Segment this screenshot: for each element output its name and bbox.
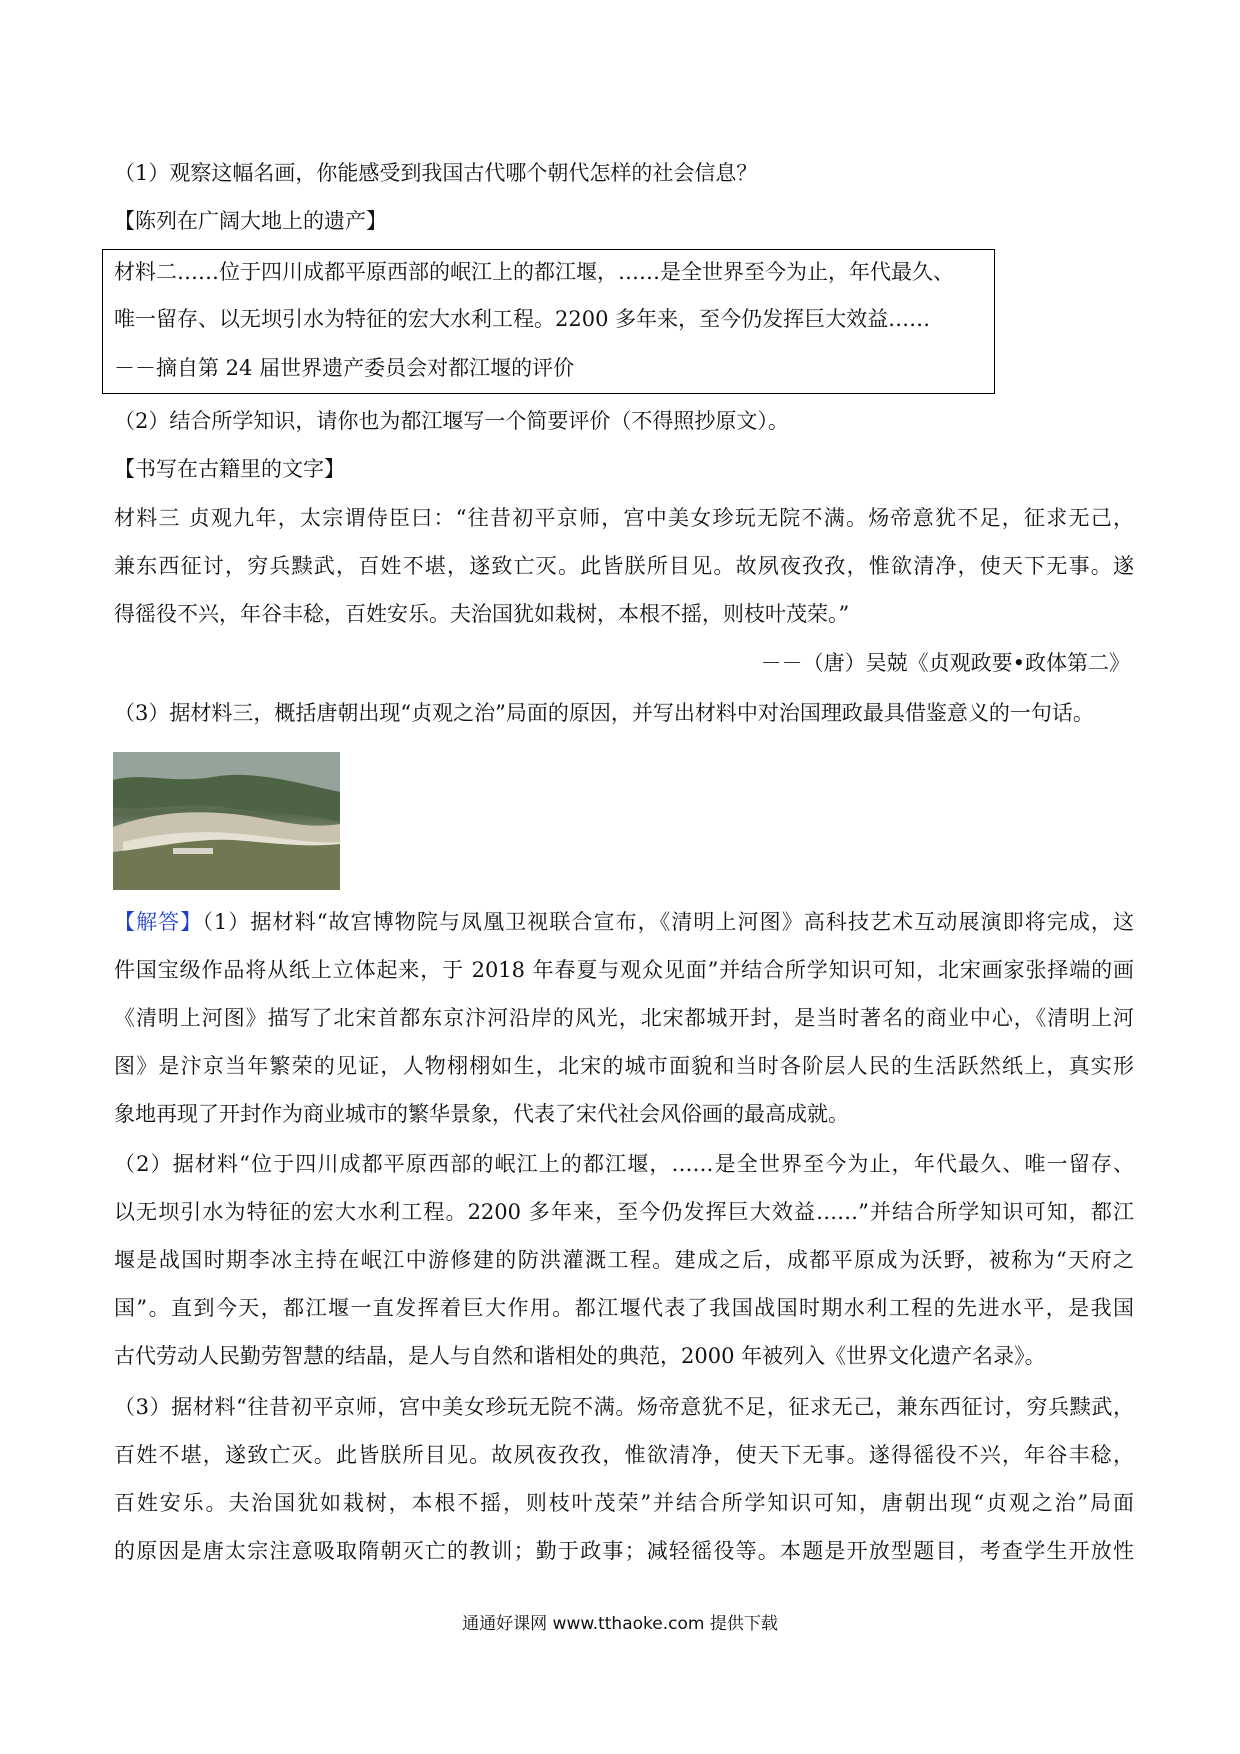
question-3: （3）据材料三，概括唐朝出现“贞观之治”局面的原因，并写出材料中对治国理政最具借鉴意义的一句话。 (114, 701, 1094, 725)
answer-2-line-1: （2）据材料“位于四川成都平原西部的岷江上的都江堰，……是全世界至今为止，年代最久、唯一留存、 (114, 1152, 1134, 1176)
section-heading-heritage: 【陈列在广阔大地上的遗产】 (114, 209, 387, 233)
answer-tag: 【解答】 (114, 910, 203, 934)
answer-2-line-3: 堰是战国时期李冰主持在岷江中游修建的防洪灌溉工程。建成之后，成都平原成为沃野，被称为“天府之 (114, 1248, 1134, 1272)
question-1: （1）观察这幅名画，你能感受到我国古代哪个朝代怎样的社会信息？ (114, 161, 758, 185)
answer-3-line-3: 百姓安乐。夫治国犹如栽树，本根不摇，则枝叶茂荣”并结合所学知识可知，唐朝出现“贞观之治”局面 (114, 1491, 1134, 1515)
material-2-line-2: 唯一留存、以无坝引水为特征的宏大水利工程。2200 多年来，至今仍发挥巨大效益…… (114, 307, 931, 331)
material-3-line-2: 兼东西征讨，穷兵黩武，百姓不堪，遂致亡灭。此皆朕所目见。故夙夜孜孜，惟欲清净，使天下无事。遂 (114, 554, 1134, 578)
material-3-source: －－（唐）吴兢《贞观政要•政体第二》 (760, 651, 1130, 675)
material-3-line-3: 得徭役不兴，年谷丰稔，百姓安乐。夫治国犹如栽树，本根不摇，则枝叶茂荣。” (114, 602, 850, 626)
answer-2-line-2: 以无坝引水为特征的宏大水利工程。2200 多年来，至今仍发挥巨大效益……”并结合所学知识可知，都江 (114, 1200, 1134, 1224)
answer-3-line-1: （3）据材料“往昔初平京师，宫中美女珍玩无院不满。炀帝意犹不足，征求无己，兼东西征讨，穷兵黩武， (114, 1395, 1134, 1419)
question-2: （2）结合所学知识，请你也为都江堰写一个简要评价（不得照抄原文）。 (114, 409, 789, 433)
answer-3-line-2: 百姓不堪，遂致亡灭。此皆朕所目见。故夙夜孜孜，惟欲清净，使天下无事。遂得徭役不兴，年谷丰稔， (114, 1443, 1134, 1467)
answer-3-line-4: 的原因是唐太宗注意吸取隋朝灭亡的教训；勤于政事；减轻徭役等。本题是开放型题目，考查学生开放性 (114, 1539, 1134, 1563)
answer-1-line-5: 象地再现了开封作为商业城市的繁华景象，代表了宋代社会风俗画的最高成就。 (114, 1102, 849, 1126)
material-2-line-1: 材料二……位于四川成都平原西部的岷江上的都江堰，……是全世界至今为止，年代最久、 (114, 260, 954, 284)
section-heading-ancient-texts: 【书写在古籍里的文字】 (114, 457, 345, 481)
page-footer: 通通好课网 www.tthaoke.com 提供下载 (462, 1614, 778, 1634)
dujiangyan-photo (113, 752, 340, 890)
answer-1-line-4: 图》是汴京当年繁荣的见证，人物栩栩如生，北宋的城市面貌和当时各阶层人民的生活跃然纸上，真实形 (114, 1054, 1134, 1078)
material-2-source: －－摘自第 24 届世界遗产委员会对都江堰的评价 (114, 356, 575, 380)
answer-1-line-2: 件国宝级作品将从纸上立体起来，于 2018 年春夏与观众见面”并结合所学知识可知，北宋画家张择端的画 (114, 958, 1134, 982)
answer-1-line-3: 《清明上河图》描写了北宋首都东京汴河沿岸的风光，北宋都城开封，是当时著名的商业中心，《清明上河 (114, 1006, 1134, 1030)
answer-2-line-4: 国”。直到今天，都江堰一直发挥着巨大作用。都江堰代表了我国战国时期水利工程的先进水平，是我国 (114, 1296, 1134, 1320)
answer-1-line-1-text: （1）据材料“故宫博物院与凤凰卫视联合宣布，《清明上河图》高科技艺术互动展演即将完成，这 (202, 910, 1135, 934)
material-3-line-1: 材料三 贞观九年，太宗谓侍臣曰：“往昔初平京师，宫中美女珍玩无院不满。炀帝意犹不足，征求无己， (114, 506, 1134, 530)
answer-1-line-1 (114, 907, 1134, 937)
answer-2-line-5: 古代劳动人民勤劳智慧的结晶，是人与自然和谐相处的典范，2000 年被列入《世界文化遗产名录》。 (114, 1344, 1046, 1368)
